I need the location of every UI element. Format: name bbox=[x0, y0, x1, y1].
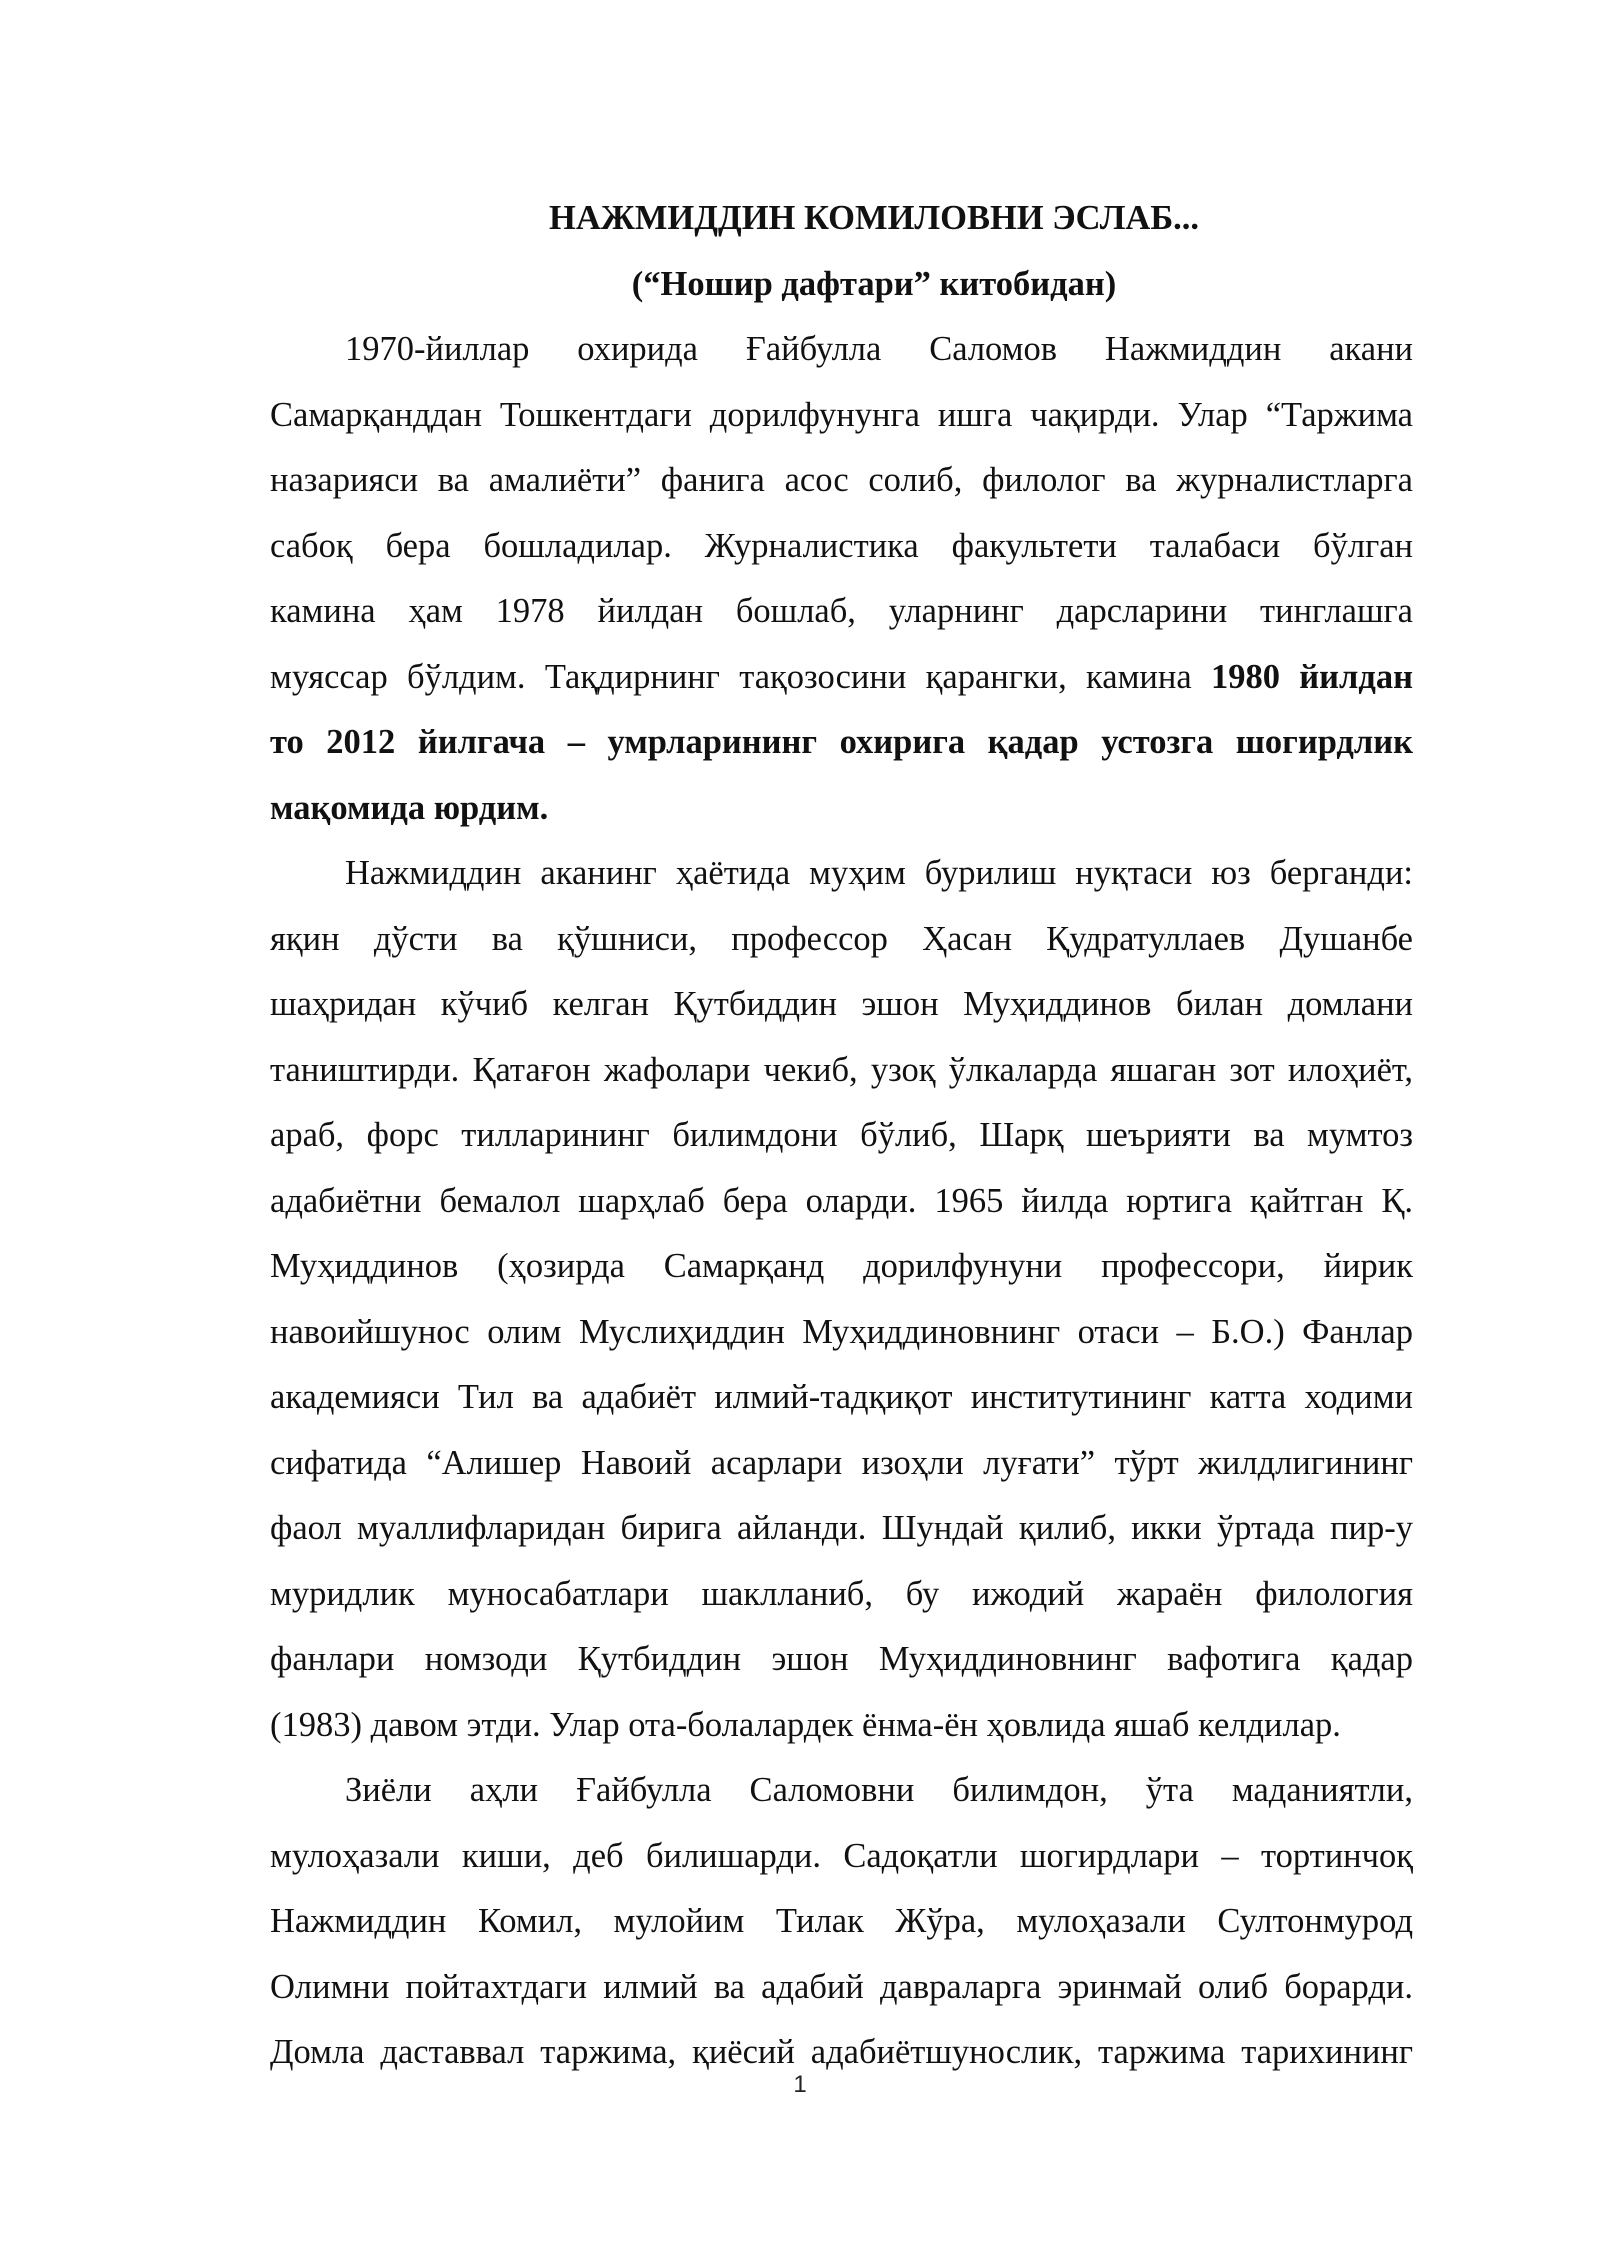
text-line: Самарқанддан Тошкентдаги дорилфунунга ишга чақирди. Улар “Таржима bbox=[270, 395, 1413, 434]
text-line: шаҳридан кўчиб келган Қутбиддин эшон Муҳиддинов билан домлани bbox=[270, 985, 1413, 1023]
text-line: Зиёли аҳли Ғайбулла Саломовни билимдон, ўта маданиятли, bbox=[345, 1771, 1413, 1809]
text-line: Домла даставвал таржима, қиёсий адабиётшунослик, таржима тарихининг bbox=[270, 2033, 1413, 2071]
text-line: (1983) давом этди. Улар ота-болалардек ёнма-ён ҳовлида яшаб келдилар. bbox=[270, 1705, 1341, 1744]
bold-text-line: мақомида юрдим. bbox=[270, 788, 549, 827]
text-line: академияси Тил ва адабиёт илмий-тадқиқот институтининг катта ходими bbox=[270, 1378, 1413, 1416]
text-line: Муҳиддинов (ҳозирда Самарқанд дорилфунуни профессори, йирик bbox=[270, 1247, 1413, 1285]
text-line: назарияси ва амалиёти” фанига асос солиб, филолог ва журналистларга bbox=[270, 461, 1413, 499]
text-line: муридлик муносабатлари шаклланиб, бу ижодий жараён филология bbox=[270, 1574, 1413, 1613]
paragraph-2 bbox=[195, 841, 1413, 1758]
text-line: сифатида “Алишер Навоий асарлари изоҳли луғати” тўрт жилдлигининг bbox=[270, 1443, 1413, 1482]
text-line: Нажмиддин аканинг ҳаётида муҳим бурилиш нуқтаси юз берганди: bbox=[345, 854, 1413, 892]
text-line: 1970-йиллар охирида Ғайбулла Саломов Нажмиддин акани bbox=[345, 330, 1413, 368]
page-subtitle: (“Ношир дафтари” китобидан) bbox=[631, 264, 1117, 303]
text-line: мулоҳазали киши, деб билишарди. Садоқатли шогирдлари – тортинчоқ bbox=[270, 1836, 1413, 1875]
text-line: таништирди. Қатағон жафолари чекиб, узоқ ўлкаларда яшаган зот илоҳиёт, bbox=[270, 1050, 1413, 1089]
text-line: адабиётни бемалол шарҳлаб бера оларди. 1965 йилда юртига қайтган Қ. bbox=[270, 1181, 1413, 1220]
text-line: камина ҳам 1978 йилдан бошлаб, уларнинг дарсларини тинглашга bbox=[270, 592, 1413, 630]
text-line: фаол муаллифларидан бирига айланди. Шундай қилиб, икки ўртада пир-у bbox=[270, 1509, 1413, 1547]
paragraph-3 bbox=[195, 1758, 1413, 2086]
bold-text-segment: 1980 йилдан bbox=[1210, 657, 1413, 696]
text-line: сабоқ бера бошладилар. Журналистика факультети талабаси бўлган bbox=[270, 526, 1413, 565]
bold-text-line: то 2012 йилгача – умрларининг охирига қадар устозга шогирдлик bbox=[270, 723, 1413, 761]
text-line: араб, форс тилларининг билимдони бўлиб, Шарқ шеърияти ва мумтоз bbox=[270, 1116, 1413, 1154]
page-number: 1 bbox=[793, 2071, 807, 2098]
text-line: Нажмиддин Комил, мулойим Тилак Жўра, мулоҳазали Султонмурод bbox=[270, 1902, 1413, 1940]
text-line-mixed bbox=[195, 645, 1413, 711]
document-body bbox=[195, 186, 1413, 2086]
text-line: навоийшунос олим Муслиҳиддин Муҳиддиновнинг отаси – Б.О.) Фанлар bbox=[270, 1312, 1413, 1351]
page-title: НАЖМИДДИН КОМИЛОВНИ ЭСЛАБ... bbox=[548, 199, 1200, 237]
paragraph-1 bbox=[195, 317, 1413, 841]
text-line: яқин дўсти ва қўшниси, профессор Ҳасан Қудратуллаев Душанбе bbox=[270, 919, 1413, 958]
text-line: Олимни пойтахтдаги илмий ва адабий давраларга эринмай олиб борарди. bbox=[270, 1967, 1413, 2006]
text-line: фанлари номзоди Қутбиддин эшон Муҳиддиновнинг вафотига қадар bbox=[270, 1640, 1413, 1678]
text-segment: муяссар бўлдим. Тақдирнинг тақозосини қарангки, камина bbox=[270, 657, 1211, 696]
